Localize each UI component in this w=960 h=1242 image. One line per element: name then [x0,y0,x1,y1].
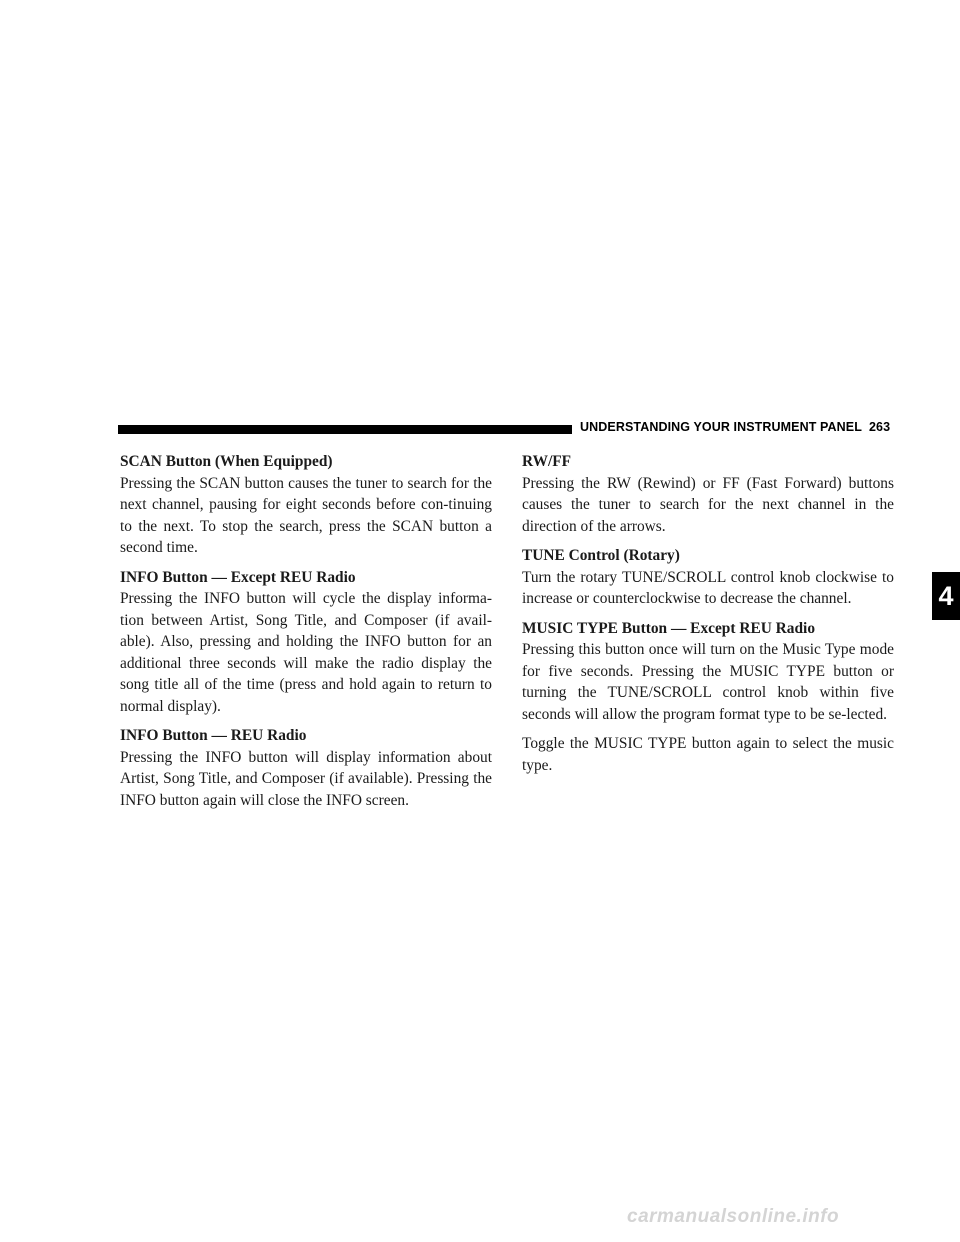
watermark-logo[interactable]: carmanualsonline.info [627,1206,840,1227]
section-heading: MUSIC TYPE Button — Except REU Radio [522,619,816,637]
section-body: Pressing the RW (Rewind) or FF (Fast Forward) buttons causes the tuner to search for the next channel in the direction of the arrows. [522,474,894,535]
running-header [580,420,920,434]
section-heading: TUNE Control (Rotary) [522,547,680,564]
right-column [522,451,894,776]
chapter-tab: 4 [932,572,960,620]
header-rule [118,425,572,434]
music-type-toggle-paragraph: Toggle the MUSIC TYPE button again to select the music type. [522,735,894,774]
section-scan-button [120,451,492,559]
section-heading: SCAN Button (When Equipped) [120,453,333,470]
section-body: Pressing this button once will turn on the Music Type mode for five seconds. Pressing the MUSIC TYPE button or turning the TUNE/SCROLL control knob within five seconds will allow the program format type to be se-lected. [522,641,894,723]
left-column [120,451,492,819]
section-tune-control [522,545,894,610]
section-body: Pressing the INFO button will display information about Artist, Song Title, and Composer (if available). Pressing the INFO button again will close the INFO screen. [120,748,492,809]
section-heading: INFO Button — REU Radio [120,727,307,744]
section-heading: RW/FF [522,453,572,470]
section-music-type-button [522,618,894,726]
section-rw-ff [522,451,894,537]
section-info-button-except-reu [120,567,492,718]
section-body: Pressing the INFO button will cycle the display informa-tion between Artist, Song Title, and Composer (if avail-able). Also, pressing and holding the INFO button for an additional three seconds will make the radio display the song title all of the time (press and hold again to return to normal display). [120,590,492,715]
section-body: Pressing the SCAN button causes the tuner to search for the next channel, pausing for eight seconds before con-tinuing to the next. To stop the search, press the SCAN button a second time. [120,474,492,556]
section-body: Turn the rotary TUNE/SCROLL control knob clockwise to increase or counterclockwise to decrease the channel. [522,568,894,607]
page-number: 263 [868,420,891,434]
section-heading: INFO Button — Except REU Radio [120,568,356,586]
section-title: UNDERSTANDING YOUR INSTRUMENT PANEL [580,420,862,434]
section-info-button-reu [120,725,492,811]
